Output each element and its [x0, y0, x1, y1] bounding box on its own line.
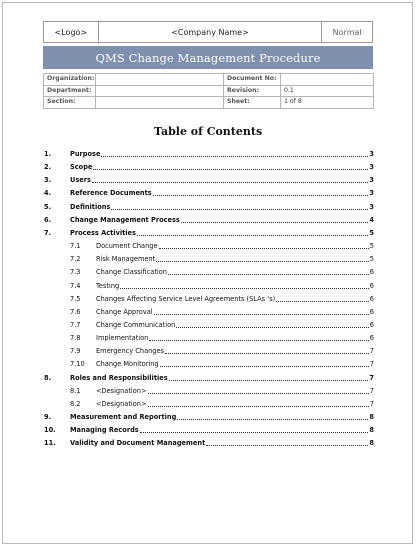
toc-entry-page: 5: [369, 255, 374, 264]
info-row: [44, 97, 374, 109]
toc-entry[interactable]: [44, 187, 374, 198]
toc-entry-title: Implementation: [96, 334, 149, 343]
toc-entry-number: 8.2: [70, 399, 81, 408]
toc-entry-page: 3: [369, 163, 374, 172]
toc-entry-title: Change Monitoring: [96, 360, 159, 369]
toc-entry-page: 3: [369, 202, 374, 211]
toc-entry-page: 6: [369, 294, 374, 303]
toc-entry-title: Risk Management: [96, 255, 156, 264]
toc-entry-page: 8: [369, 413, 374, 421]
toc-dot-leader: [153, 195, 369, 196]
toc-entry-page: 3: [369, 189, 374, 198]
toc-entry-title: Change Management Process: [70, 215, 180, 224]
toc-dot-leader: [140, 432, 369, 433]
toc-entry[interactable]: [44, 372, 374, 383]
toc-entry[interactable]: [70, 332, 374, 343]
toc-dot-leader: [276, 301, 369, 302]
toc-entry-number: 9.: [44, 413, 52, 421]
toc-entry-page: 8: [369, 439, 374, 448]
toc-entry-page: 7: [369, 386, 374, 395]
toc-entry[interactable]: [44, 201, 374, 212]
toc-entry-page: 6: [369, 334, 374, 343]
toc-entry[interactable]: [70, 358, 374, 369]
document-no-value: [281, 74, 374, 86]
toc-entry-page: 6: [369, 320, 374, 329]
toc-entry-number: 7.: [44, 228, 52, 237]
toc-dot-leader: [137, 235, 368, 236]
toc-entry-title: Testing: [96, 281, 120, 290]
toc-entry-number: 10.: [44, 426, 56, 435]
toc-entry-title: Definitions: [70, 202, 111, 211]
toc-entry[interactable]: [44, 411, 374, 422]
toc-entry-page: 5: [369, 228, 374, 237]
toc-entry-page: 4: [369, 215, 374, 224]
toc-entry-page: 3: [369, 176, 374, 185]
toc-dot-leader: [148, 406, 369, 407]
toc-entry-title: Reference Documents: [70, 189, 152, 198]
toc-entry-page: 6: [369, 307, 374, 316]
toc-dot-leader: [176, 327, 368, 328]
document-title: QMS Change Management Procedure: [43, 46, 373, 69]
toc-entry[interactable]: [44, 424, 374, 435]
toc-entry[interactable]: [44, 161, 374, 172]
toc-entry[interactable]: [70, 398, 374, 409]
toc-entry-title: <Designation>: [96, 399, 147, 408]
info-row: [44, 74, 374, 86]
toc-dot-leader: [169, 380, 369, 381]
document-no-label: Document No:: [224, 74, 281, 86]
toc-dot-leader: [149, 340, 368, 341]
toc-entry-title: Change Approval: [96, 307, 153, 316]
document-info-table: [43, 73, 374, 109]
organization-value: [96, 74, 224, 86]
toc-entry-number: 7.1: [70, 242, 81, 251]
toc-entry[interactable]: [44, 227, 374, 238]
toc-entry[interactable]: [70, 240, 374, 251]
toc-entry-title: Change Classification: [96, 268, 167, 277]
toc-entry-number: 7.6: [70, 307, 81, 316]
toc-entry-number: 5.: [44, 202, 52, 211]
toc-entry-number: 7.8: [70, 334, 81, 343]
toc-entry-title: Validity and Document Management: [70, 439, 206, 448]
toc-entry-number: 7.2: [70, 255, 81, 264]
toc-entry-title: Changes Affecting Service Level Agreements (SLAs ‘s): [96, 294, 276, 303]
toc-entry-title: Change Communication: [96, 320, 176, 329]
toc-entry[interactable]: [70, 385, 374, 396]
toc-entry-title: <Designation>: [96, 386, 147, 395]
toc-entry-number: 1.: [44, 150, 52, 158]
toc-entry-title: Process Activities: [70, 228, 136, 237]
toc-entry-number: 7.7: [70, 320, 81, 329]
toc-entry-page: 7: [369, 360, 374, 369]
toc-entry-number: 2.: [44, 163, 52, 172]
classification-label: Normal: [332, 27, 362, 37]
toc-entry-title: Scope: [70, 163, 93, 172]
logo-placeholder: <Logo>: [44, 22, 99, 42]
toc-dot-leader: [111, 209, 368, 210]
toc-entry-title: Users: [70, 176, 91, 185]
department-value: [96, 85, 224, 97]
toc-entry-page: 3: [369, 150, 374, 158]
sheet-label: Sheet:: [224, 97, 281, 109]
toc-dot-leader: [165, 353, 369, 354]
toc-entry[interactable]: [70, 306, 374, 317]
toc-dot-leader: [156, 261, 369, 262]
toc-entry[interactable]: [70, 345, 374, 356]
toc-dot-leader: [206, 445, 368, 446]
toc-dot-leader: [160, 366, 369, 367]
toc-entry[interactable]: [44, 214, 374, 225]
toc-entry-title: Managing Records: [70, 426, 139, 435]
toc-entry-number: 11.: [44, 439, 56, 448]
toc-dot-leader: [168, 274, 369, 275]
toc-entry-page: 6: [369, 268, 374, 277]
toc-entry-number: 3.: [44, 176, 52, 185]
toc-entry[interactable]: [70, 253, 374, 264]
toc-entry-title: Emergency Changes: [96, 347, 164, 356]
sheet-value: 1 of 8: [281, 97, 374, 109]
revision-value: 0.1: [281, 85, 374, 97]
toc-dot-leader: [177, 419, 368, 420]
toc-entry[interactable]: [70, 293, 374, 304]
section-label: Section:: [44, 97, 96, 109]
toc-dot-leader: [120, 288, 369, 289]
toc-entry[interactable]: [70, 266, 374, 277]
toc-entry-page: 7: [369, 399, 374, 408]
toc-entry-number: 4.: [44, 189, 52, 198]
toc-dot-leader: [92, 182, 368, 183]
document-header: [43, 21, 373, 43]
toc-entry-number: 7.5: [70, 294, 81, 303]
toc-entry-number: 7.4: [70, 281, 81, 290]
toc-heading: Table of Contents: [153, 125, 263, 138]
toc-entry[interactable]: [44, 437, 374, 448]
toc-entry-page: 6: [369, 281, 374, 290]
toc-entry-title: Measurement and Reporting: [70, 413, 177, 421]
toc-dot-leader: [148, 393, 369, 394]
toc-entry-page: 5: [369, 242, 374, 251]
toc-entry-title: Document Change: [96, 242, 158, 251]
toc-entry-number: 7.3: [70, 268, 81, 277]
toc-dot-leader: [154, 314, 369, 315]
toc-entry-title: Roles and Responsibilities: [70, 373, 168, 382]
toc-dot-leader: [93, 169, 368, 170]
department-label: Department:: [44, 85, 96, 97]
toc-entry[interactable]: [70, 280, 374, 291]
toc-entry[interactable]: [70, 319, 374, 330]
toc-entry-page: 7: [369, 347, 374, 356]
toc-dot-leader: [101, 156, 368, 157]
company-name: <Company Name>: [99, 22, 323, 42]
toc-entry-number: 6.: [44, 215, 52, 224]
revision-label: Revision:: [224, 85, 281, 97]
info-row: [44, 85, 374, 97]
toc-entry[interactable]: [44, 148, 374, 159]
toc-entry-number: 7.9: [70, 347, 81, 356]
toc-entry-title: Purpose: [70, 150, 101, 158]
toc-entry-page: 7: [369, 373, 374, 382]
toc-entry-number: 7.10: [70, 360, 85, 369]
toc-dot-leader: [159, 248, 369, 249]
toc-entry-page: 8: [369, 426, 374, 435]
toc-entry[interactable]: [44, 174, 374, 185]
toc-entry-number: 8.: [44, 373, 52, 382]
toc-dot-leader: [181, 222, 369, 223]
section-value: [96, 97, 224, 109]
organization-label: Organization:: [44, 74, 96, 86]
toc-entry-number: 8.1: [70, 386, 81, 395]
